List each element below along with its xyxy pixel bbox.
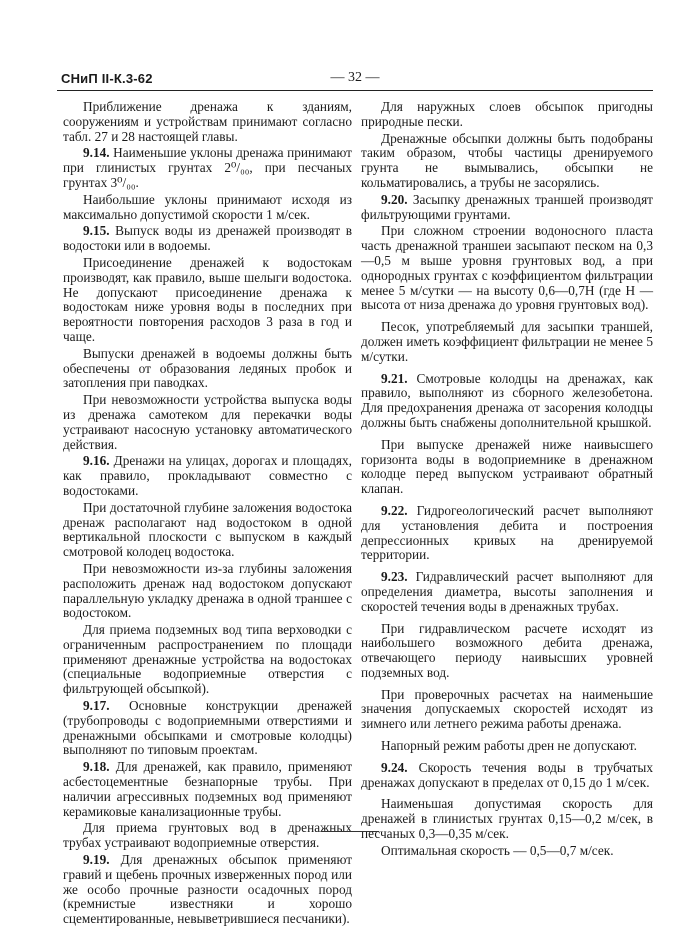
- section-paragraph: [63, 224, 352, 254]
- paragraph-text: Для приема грунтовых вод в дренажных трубах устраивают водоприемные отверстия.: [63, 820, 352, 851]
- paragraph: [361, 100, 653, 130]
- paragraph-text: Дренажные обсыпки должны быть подобраны таким образом, чтобы частицы дренируемого грунта не вымывались, обсыпки не кольматировались, а трубы не засорялись.: [361, 130, 653, 190]
- paragraph: [361, 844, 653, 859]
- section-paragraph: [63, 146, 352, 190]
- paragraph-text: Для наружных слоев обсыпок пригодны природные пески.: [361, 99, 653, 129]
- section-number: 9.22.: [381, 502, 408, 518]
- paragraph: [63, 501, 352, 560]
- paragraph-text: При гидравлическом расчете исходят из наибольшего возможного дебита дренажа, отвечающего периоду наивысших уровней подземных вод.: [361, 620, 653, 680]
- paragraph: [361, 739, 653, 754]
- paragraph-text: При сложном строении водоносного пласта часть дренажной траншеи засыпают песком на 0,3—0,5 м выше уровня грунтовых вод, а при однородных грунтах с коэффициентом фильтрации менее 5 м/сутки — на высоту 0,6—0,7H (где H — высота от низа дренажа до уровня грунтовых вод).: [361, 223, 653, 313]
- paragraph-text: При невозможности устройства выпуска воды из дренажа самотеком для перекачки воды устраивают насосную установку автоматического действия.: [63, 392, 352, 452]
- paragraph: [361, 320, 653, 364]
- paragraph-text: Для дренажных обсыпок применяют гравий и щебень прочных изверженных пород или же особо прочные разности осадочных пород (кремнистые известняки и хорошо сцементированные, невыветрившиеся песчаники).: [63, 852, 353, 927]
- paragraph-text: Гидрогеологический расчет выполняют для установления дебита и построения депрессионных кривых на дренируемой территории.: [361, 502, 654, 563]
- paragraph-text: Засыпку дренажных траншей производят фильтрующими грунтами.: [361, 191, 653, 222]
- section-number: 9.20.: [381, 191, 408, 207]
- paragraph-text: Наименьшие уклоны дренажа принимают при глинистых грунтах 2⁰/₀₀, при песчаных грунтах 3⁰/₀₀.: [63, 145, 352, 190]
- paragraph-text: Основные конструкции дренажей (трубопроводы с водоприемными отверстиями и дренажными обсыпками и смотровые колодцы) выполняют по типовым проектам.: [63, 698, 352, 758]
- paragraph-text: При проверочных расчетах на наименьшие значения допускаемых скоростей исходят из зимнего или летнего режима работы дренажа.: [361, 686, 653, 732]
- paragraph: [361, 224, 653, 313]
- document-code: СНиП II-К.3-62: [61, 71, 153, 86]
- paragraph-text: Наибольшие уклоны принимают исходя из максимально допустимой скорости 1 м/сек.: [63, 191, 352, 222]
- paragraph-text: Выпуски дренажей в водоемы должны быть обеспечены от образования ледяных пробок и затопления при паводках.: [63, 345, 352, 391]
- paragraph: [63, 193, 352, 223]
- paragraph: [361, 622, 653, 681]
- section-paragraph: [63, 454, 352, 498]
- paragraph-text: При достаточной глубине заложения водостока дренаж располагают над водостоком в одной вертикальной плоскости с выпуском в каждый смотровой колодец водостока.: [63, 499, 352, 560]
- section-number: 9.24.: [381, 759, 408, 775]
- paragraph-text: Выпуск воды из дренажей производят в водостоки или в водоемы.: [63, 223, 353, 254]
- paragraph-text: Наименьшая допустимая скорость для дренажей в глинистых грунтах 0,15—0,2 м/сек, в песчаных 0,3—0,35 м/сек.: [361, 796, 653, 842]
- right-column: [361, 100, 653, 861]
- paragraph: [361, 132, 653, 191]
- section-number: 9.21.: [381, 370, 408, 386]
- section-number: 9.19.: [83, 852, 110, 868]
- paragraph-text: Для приема подземных вод типа верховодки с ограниченным распространением по площади применяют дренажные устройства на водостоках (специальные водоприемные отверстия с фильтрующей обсыпкой).: [63, 622, 352, 697]
- paragraph: [361, 438, 653, 497]
- paragraph: [63, 256, 352, 345]
- section-paragraph: [361, 504, 653, 563]
- paragraph-text: Песок, употребляемый для засыпки траншей, должен иметь коэффициент фильтрации не менее 5 м/сутки.: [361, 319, 653, 364]
- section-number: 9.14.: [83, 145, 110, 161]
- section-number: 9.23.: [381, 569, 408, 585]
- paragraph: [361, 688, 653, 732]
- section-paragraph: [361, 193, 653, 223]
- section-number: 9.15.: [83, 223, 110, 239]
- section-paragraph: [361, 372, 653, 431]
- paragraph: [63, 821, 352, 851]
- paragraph: [63, 562, 352, 621]
- section-paragraph: [361, 761, 653, 791]
- section-paragraph: [63, 699, 352, 758]
- paragraph-text: При выпуске дренажей ниже наивысшего горизонта воды в водоприемнике в дренажном колодце перед выпуском устраивают обратный клапан.: [361, 436, 653, 497]
- paragraph: [361, 797, 653, 841]
- paragraph-text: Смотровые колодцы на дренажах, как правило, выполняют из сборного железобетона. Для предохранения дренажа от засорения колодцы должны быть снабжены дополнительной крышкой.: [361, 370, 653, 430]
- section-paragraph: [63, 760, 352, 819]
- header-rule: [57, 90, 653, 91]
- paragraph-text: Оптимальная скорость — 0,5—0,7 м/сек.: [381, 842, 614, 858]
- paragraph: [63, 347, 352, 391]
- paragraph-text: Гидравлический расчет выполняют для определения диаметра, высоты заполнения и скоростей течения воды в дренажных трубах.: [361, 569, 654, 614]
- section-paragraph: [361, 570, 653, 614]
- paragraph-text: Для дренажей, как правило, применяют асбестоцементные безнапорные трубы. При наличии агрессивных подземных вод применяют керамиковые канализационные трубы.: [63, 759, 352, 819]
- paragraph-text: Присоединение дренажей к водостокам производят, как правило, выше шелыги водостока. Не допускают присоединение дренажа к водостокам ниже уровня воды в последних при вероятности повторения расходов 3 раза в год и чаще.: [63, 254, 352, 344]
- section-number: 9.17.: [83, 698, 110, 714]
- left-column: [63, 100, 352, 929]
- paragraph-text: Напорный режим работы дрен не допускают.: [381, 738, 637, 754]
- paragraph-text: Приближение дренажа к зданиям, сооружениям и устройствам принимают согласно табл. 27 и 28 настоящей главы.: [63, 99, 352, 144]
- page-number: — 32 —: [330, 70, 380, 85]
- section-number: 9.18.: [83, 759, 110, 775]
- paragraph: [63, 100, 352, 144]
- page-header: [57, 69, 653, 91]
- paragraph: [63, 393, 352, 452]
- end-of-text-rule: [321, 831, 379, 832]
- section-number: 9.16.: [83, 453, 110, 469]
- section-paragraph: [63, 853, 352, 927]
- paragraph-text: Дренажи на улицах, дорогах и площадях, как правило, прокладывают совместно с водостоками.: [63, 453, 352, 498]
- paragraph: [63, 623, 352, 697]
- paragraph-text: Скорость течения воды в трубчатых дренажах допускают в пределах от 0,15 до 1 м/сек.: [361, 759, 653, 790]
- paragraph-text: При невозможности из-за глубины заложения расположить дренаж над водостоком допускают параллельную укладку дренажа в одной траншее с водостоком.: [63, 560, 352, 621]
